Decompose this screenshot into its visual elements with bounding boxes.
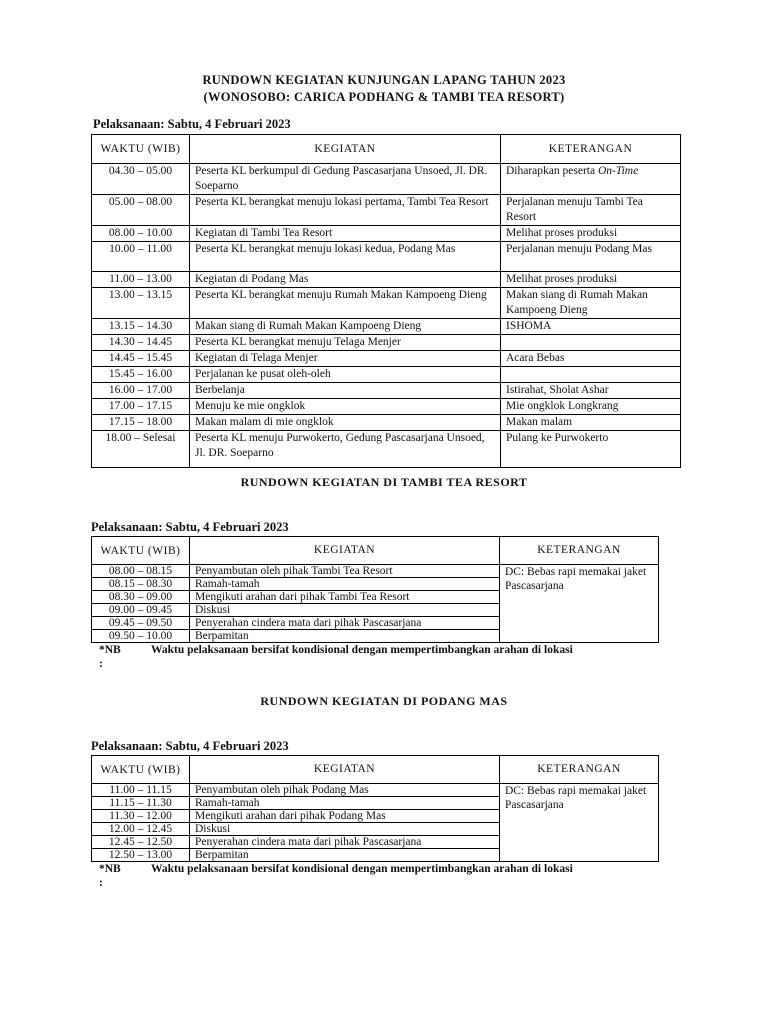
kegiatan-cell: Berpamitan (190, 630, 500, 643)
kegiatan-cell: Menuju ke mie ongklok (190, 399, 501, 415)
keterangan-text: Makan siang di Rumah Makan Kampoeng Dieng (506, 289, 648, 316)
keterangan-text: Perjalanan menuju Tambi Tea Resort (506, 196, 643, 223)
kegiatan-cell: Penyerahan cindera mata dari pihak Pascasarjana (190, 617, 500, 630)
table-row (92, 351, 681, 367)
table-row (92, 565, 659, 578)
keterangan-cell (501, 226, 681, 242)
keterangan-cell (501, 367, 681, 383)
waktu-cell: 08.15 – 08.30 (92, 578, 190, 591)
waktu-cell: 05.00 – 08.00 (92, 195, 190, 226)
table-row (92, 415, 681, 431)
kegiatan-cell: Diskusi (190, 823, 500, 836)
kegiatan-cell: Peserta KL berangkat menuju lokasi pertama, Tambi Tea Resort (190, 195, 501, 226)
waktu-cell: 15.45 – 16.00 (92, 367, 190, 383)
nb-text: Waktu pelaksanaan bersifat kondisional dengan mempertimbangkan arahan di lokasi (151, 644, 573, 656)
table-row (92, 335, 681, 351)
kegiatan-cell: Penyambutan oleh pihak Podang Mas (190, 784, 500, 797)
waktu-cell: 13.00 – 13.15 (92, 288, 190, 319)
kegiatan-cell: Kegiatan di Podang Mas (190, 272, 501, 288)
tambi-pelaksanaan: Pelaksanaan: Sabtu, 4 Februari 2023 (91, 520, 289, 534)
kegiatan-cell: Ramah-tamah (190, 578, 500, 591)
kegiatan-cell: Peserta KL menuju Purwokerto, Gedung Pascasarjana Unsoed, Jl. DR. Soeparno (190, 431, 501, 468)
waktu-cell: 04.30 – 05.00 (92, 164, 190, 195)
kegiatan-cell: Penyerahan cindera mata dari pihak Pascasarjana (190, 836, 500, 849)
nb-label: *NB : (99, 644, 121, 670)
table-row (92, 164, 681, 195)
keterangan-cell (501, 288, 681, 319)
table-row (92, 367, 681, 383)
col-waktu-header: WAKTU (WIB) (92, 135, 190, 164)
keterangan-text: Melihat proses produksi (506, 227, 618, 239)
keterangan-cell (501, 383, 681, 399)
table-row (92, 431, 681, 468)
table-row (92, 784, 659, 797)
kegiatan-cell: Peserta KL berangkat menuju Rumah Makan Kampoeng Dieng (190, 288, 501, 319)
nb-label: *NB : (99, 863, 121, 889)
main-schedule-table (91, 134, 681, 468)
kegiatan-cell: Peserta KL berkumpul di Gedung Pascasarjana Unsoed, Jl. DR. Soeparno (190, 164, 501, 195)
waktu-cell: 12.50 – 13.00 (92, 849, 190, 862)
col-keterangan-header: KETERANGAN (501, 135, 681, 164)
keterangan-text: ISHOMA (506, 320, 552, 332)
keterangan-cell (501, 351, 681, 367)
waktu-cell: 09.45 – 09.50 (92, 617, 190, 630)
kegiatan-cell: Makan malam di mie ongklok (190, 415, 501, 431)
col-keterangan-header: KETERANGAN (500, 537, 659, 565)
table-row (92, 288, 681, 319)
table-row (92, 195, 681, 226)
waktu-cell: 13.15 – 14.30 (92, 319, 190, 335)
waktu-cell: 11.15 – 11.30 (92, 797, 190, 810)
col-waktu-header: WAKTU (WIB) (92, 537, 190, 565)
keterangan-cell: DC: Bebas rapi memakai jaket Pascasarjana (500, 565, 659, 643)
kegiatan-cell: Mengikuti arahan dari pihak Podang Mas (190, 810, 500, 823)
kegiatan-cell: Ramah-tamah (190, 797, 500, 810)
nb-text: Waktu pelaksanaan bersifat kondisional dengan mempertimbangkan arahan di lokasi (151, 863, 573, 875)
waktu-cell: 09.50 – 10.00 (92, 630, 190, 643)
title-line-1: RUNDOWN KEGIATAN KUNJUNGAN LAPANG TAHUN 2023 (202, 73, 566, 87)
keterangan-text: Makan malam (506, 416, 573, 428)
col-kegiatan-header: KEGIATAN (190, 756, 500, 784)
tambi-schedule-table (91, 536, 659, 643)
keterangan-cell (501, 242, 681, 272)
col-waktu-header: WAKTU (WIB) (92, 756, 190, 784)
keterangan-cell (501, 195, 681, 226)
keterangan-text: Melihat proses produksi (506, 273, 618, 285)
keterangan-cell (501, 272, 681, 288)
tambi-section-title: RUNDOWN KEGIATAN DI TAMBI TEA RESORT (240, 475, 528, 489)
keterangan-text: Istirahat, Sholat Ashar (506, 384, 609, 396)
kegiatan-cell: Makan siang di Rumah Makan Kampoeng Dieng (190, 319, 501, 335)
kegiatan-cell: Berpamitan (190, 849, 500, 862)
waktu-cell: 11.30 – 12.00 (92, 810, 190, 823)
keterangan-text: Pulang ke Purwokerto (506, 432, 609, 444)
waktu-cell: 08.00 – 08.15 (92, 565, 190, 578)
waktu-cell: 12.00 – 12.45 (92, 823, 190, 836)
waktu-cell: 18.00 – Selesai (92, 431, 190, 468)
table-row (92, 242, 681, 272)
kegiatan-cell: Penyambutan oleh pihak Tambi Tea Resort (190, 565, 500, 578)
keterangan-cell (501, 399, 681, 415)
keterangan-cell: DC: Bebas rapi memakai jaket Pascasarjana (500, 784, 659, 862)
kegiatan-cell: Diskusi (190, 604, 500, 617)
waktu-cell: 17.00 – 17.15 (92, 399, 190, 415)
keterangan-text: Mie ongklok Longkrang (506, 400, 619, 412)
kegiatan-cell: Peserta KL berangkat menuju Telaga Menjer (190, 335, 501, 351)
waktu-cell: 14.30 – 14.45 (92, 335, 190, 351)
kegiatan-cell: Mengikuti arahan dari pihak Tambi Tea Resort (190, 591, 500, 604)
keterangan-text: Acara Bebas (506, 352, 565, 364)
waktu-cell: 16.00 – 17.00 (92, 383, 190, 399)
table-row (92, 319, 681, 335)
waktu-cell: 12.45 – 12.50 (92, 836, 190, 849)
keterangan-text: Diharapkan peserta (506, 165, 598, 177)
keterangan-cell (501, 319, 681, 335)
document-title (0, 72, 768, 106)
podang-pelaksanaan: Pelaksanaan: Sabtu, 4 Februari 2023 (91, 739, 289, 753)
col-kegiatan-header: KEGIATAN (190, 537, 500, 565)
col-kegiatan-header: KEGIATAN (190, 135, 501, 164)
waktu-cell: 08.30 – 09.00 (92, 591, 190, 604)
keterangan-cell (501, 415, 681, 431)
waktu-cell: 11.00 – 11.15 (92, 784, 190, 797)
waktu-cell: 09.00 – 09.45 (92, 604, 190, 617)
keterangan-text: Perjalanan menuju Podang Mas (506, 243, 652, 255)
kegiatan-cell: Berbelanja (190, 383, 501, 399)
kegiatan-cell: Kegiatan di Tambi Tea Resort (190, 226, 501, 242)
keterangan-cell (501, 431, 681, 468)
keterangan-cell (501, 164, 681, 195)
table-row (92, 399, 681, 415)
kegiatan-cell: Perjalanan ke pusat oleh-oleh (190, 367, 501, 383)
waktu-cell: 14.45 – 15.45 (92, 351, 190, 367)
kegiatan-cell: Peserta KL berangkat menuju lokasi kedua, Podang Mas (190, 242, 501, 272)
podang-section-title: RUNDOWN KEGIATAN DI PODANG MAS (260, 694, 508, 708)
keterangan-cell (501, 335, 681, 351)
table-row (92, 226, 681, 242)
waktu-cell: 10.00 – 11.00 (92, 242, 190, 272)
table-row (92, 272, 681, 288)
table-row (92, 383, 681, 399)
waktu-cell: 17.15 – 18.00 (92, 415, 190, 431)
keterangan-emphasis: On-Time (597, 165, 639, 177)
col-keterangan-header: KETERANGAN (500, 756, 659, 784)
title-line-2: (WONOSOBO: CARICA PODHANG & TAMBI TEA RESORT) (203, 90, 565, 104)
podang-schedule-table (91, 755, 659, 862)
waktu-cell: 11.00 – 13.00 (92, 272, 190, 288)
main-pelaksanaan: Pelaksanaan: Sabtu, 4 Februari 2023 (93, 117, 291, 131)
waktu-cell: 08.00 – 10.00 (92, 226, 190, 242)
kegiatan-cell: Kegiatan di Telaga Menjer (190, 351, 501, 367)
